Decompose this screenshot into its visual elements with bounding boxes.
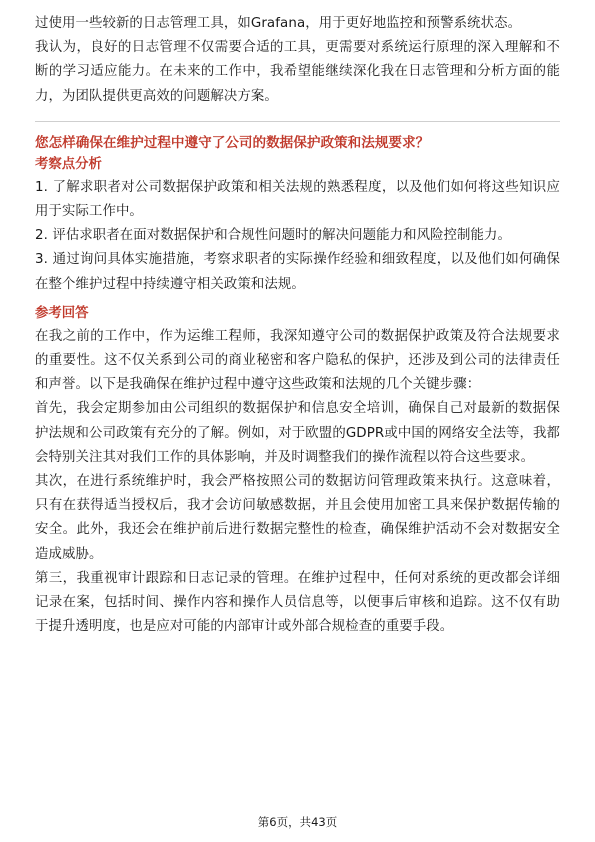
answer-paragraph-2: 首先，我会定期参加由公司组织的数据保护和信息安全培训，确保自己对最新的数据保护法规和公司政策有充分的了解。例如，对于欧盟的GDPR或中国的网络安全法等，我都会特别关注其对我们工作的具体影响，并及时调整我们的操作流程以符合这些要求。 [35, 401, 560, 465]
answer-paragraph-1: 在我之前的工作中，作为运维工程师，我深知遵守公司的数据保护政策及符合法规要求的重要性。这不仅关系到公司的商业秘密和客户隐私的保护，还涉及到公司的法律责任和声誉。以下是我确保在维护过程中遵守这些政策和法规的几个关键步骤： [35, 328, 560, 393]
answer-title: 参考回答 [35, 305, 89, 321]
question-heading: 您怎样确保在维护过程中遵守了公司的数据保护政策和法规要求？ [35, 134, 430, 151]
intro-paragraph-2: 我认为，良好的日志管理不仅需要合适的工具，更需要对系统运行原理的深入理解和不断的学习适应能力。在未来的工作中，我希望能继续深化我在日志管理和分析方面的能力，为团队提供更高效的问题解决方案。 [35, 40, 560, 104]
page-number: 第6页，共43页 [257, 815, 338, 829]
analysis-item-2: 2. 评估求职者在面对数据保护和合规性问题时的解决问题能力和风险控制能力。 [35, 228, 512, 244]
page-content [35, 12, 560, 639]
section-divider [35, 121, 560, 122]
answer-paragraph-4: 第三，我重视审计跟踪和日志记录的管理。在维护过程中，任何对系统的更改都会详细记录在案，包括时间、操作内容和操作人员信息等，以便事后审核和追踪。这不仅有助于提升透明度，也是应对可能的内部审计或外部合规检查的重要手段。 [35, 570, 560, 635]
analysis-item-3: 3. 通过询问具体实施措施，考察求职者的实际操作经验和细致程度，以及他们如何确保在整个维护过程中持续遵守相关政策和法规。 [35, 252, 560, 292]
analysis-title: 考察点分析 [35, 156, 102, 172]
intro-paragraph-1: 过使用一些较新的日志管理工具，如Grafana，用于更好地监控和预警系统状态。 [35, 16, 522, 31]
answer-paragraph-3: 其次，在进行系统维护时，我会严格按照公司的数据访问管理政策来执行。这意味着，只有在获得适当授权后，我才会访问敏感数据，并且会使用加密工具来保护数据传输的安全。此外，我还会在维护前后进行数据完整性的检查，确保维护活动不会对数据安全造成威胁。 [35, 474, 560, 562]
analysis-item-1: 1. 了解求职者对公司数据保护政策和相关法规的熟悉程度，以及他们如何将这些知识应用于实际工作中。 [35, 179, 560, 220]
